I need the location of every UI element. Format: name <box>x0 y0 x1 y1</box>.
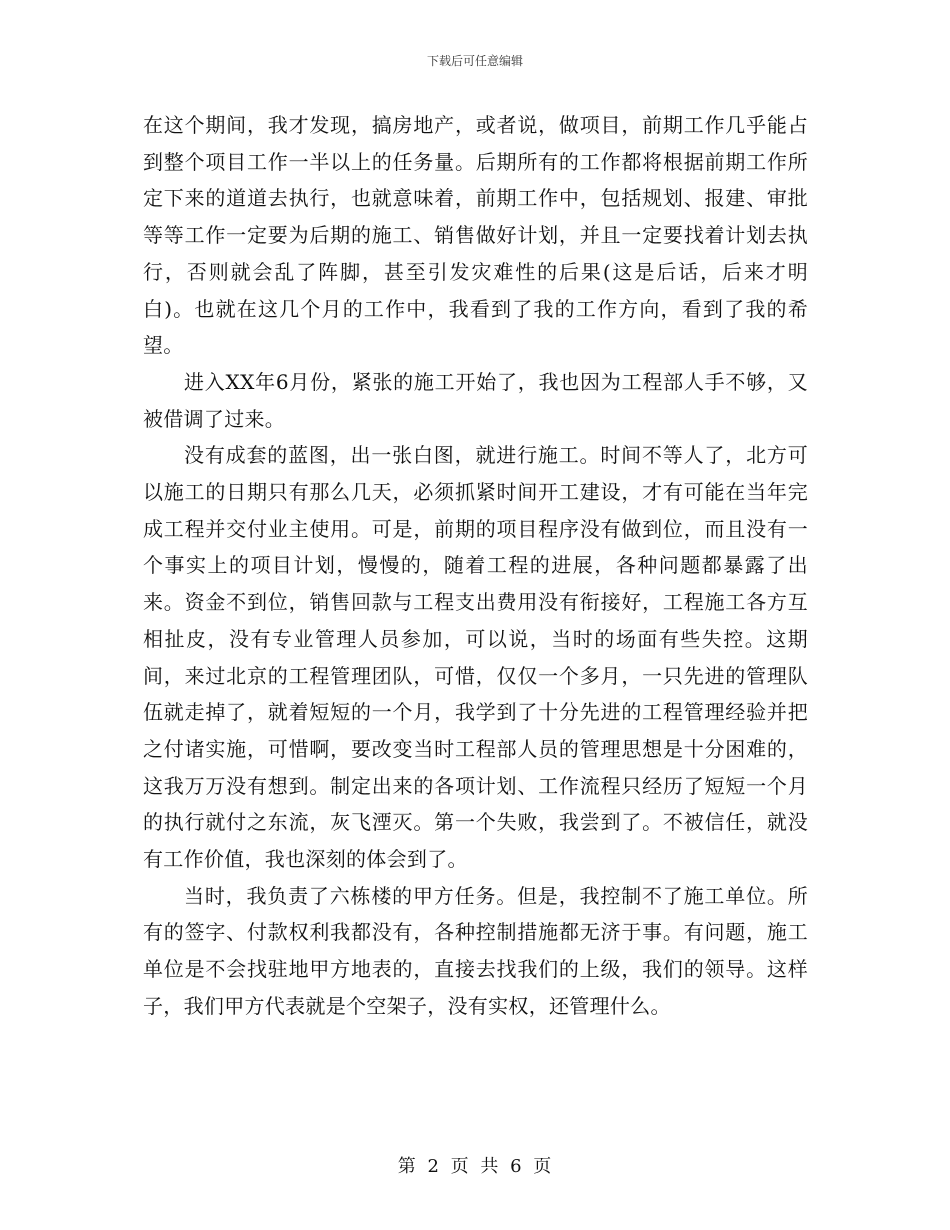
paragraph-2: 进入XX年6月份，紧张的施工开始了，我也因为工程部人手不够，又被借调了过来。 <box>143 369 808 431</box>
page-number-footer: 第 2 页 共 6 页 <box>397 1156 553 1177</box>
paragraph-3: 没有成套的蓝图，出一张白图，就进行施工。时间不等人了，北方可以施工的日期只有那么几天，必须抓紧时间开工建设，才有可能在当年完成工程并交付业主使用。可是，前期的项目程序没有做到位，而且没有一个事实上的项目计划，慢慢的，随着工程的进展，各种问题都暴露了出来。资金不到位，销售回款与工程支出费用没有衔接好，工程施工各方互相扯皮，没有专业管理人员参加，可以说，当时的场面有些失控。这期间，来过北京的工程管理团队，可惜，仅仅一个多月，一只先进的管理队伍就走掉了，就着短短的一个月，我学到了十分先进的工程管理经验并把之付诸实施，可惜啊，要改变当时工程部人员的管理思想是十分困难的，这我万万没有想到。制定出来的各项计划、工作流程只经历了短短一个月的执行就付之东流，灰飞湮灭。第一个失败，我尝到了。不被信任，就没有工作价值，我也深刻的体会到了。 <box>143 443 808 872</box>
paragraph-1: 在这个期间，我才发现，搞房地产，或者说，做项目，前期工作几乎能占到整个项目工作一半以上的任务量。后期所有的工作都将根据前期工作所定下来的道道去执行，也就意味着，前期工作中，包括规划、报建、审批等等工作一定要为后期的施工、销售做好计划，并且一定要找着计划去执行，否则就会乱了阵脚，甚至引发灾难性的后果(这是后话，后来才明白)。也就在这几个月的工作中，我看到了我的工作方向，看到了我的希望。 <box>143 113 808 358</box>
header-note: 下载后可任意编辑 <box>426 54 523 68</box>
paragraph-4: 当时，我负责了六栋楼的甲方任务。但是，我控制不了施工单位。所有的签字、付款权利我都没有，各种控制措施都无济于事。有问题，施工单位是不会找驻地甲方地表的，直接去找我们的上级，我们的领导。这样子，我们甲方代表就是个空架子，没有实权，还管理什么。 <box>143 883 808 1018</box>
document-body <box>143 107 808 1025</box>
